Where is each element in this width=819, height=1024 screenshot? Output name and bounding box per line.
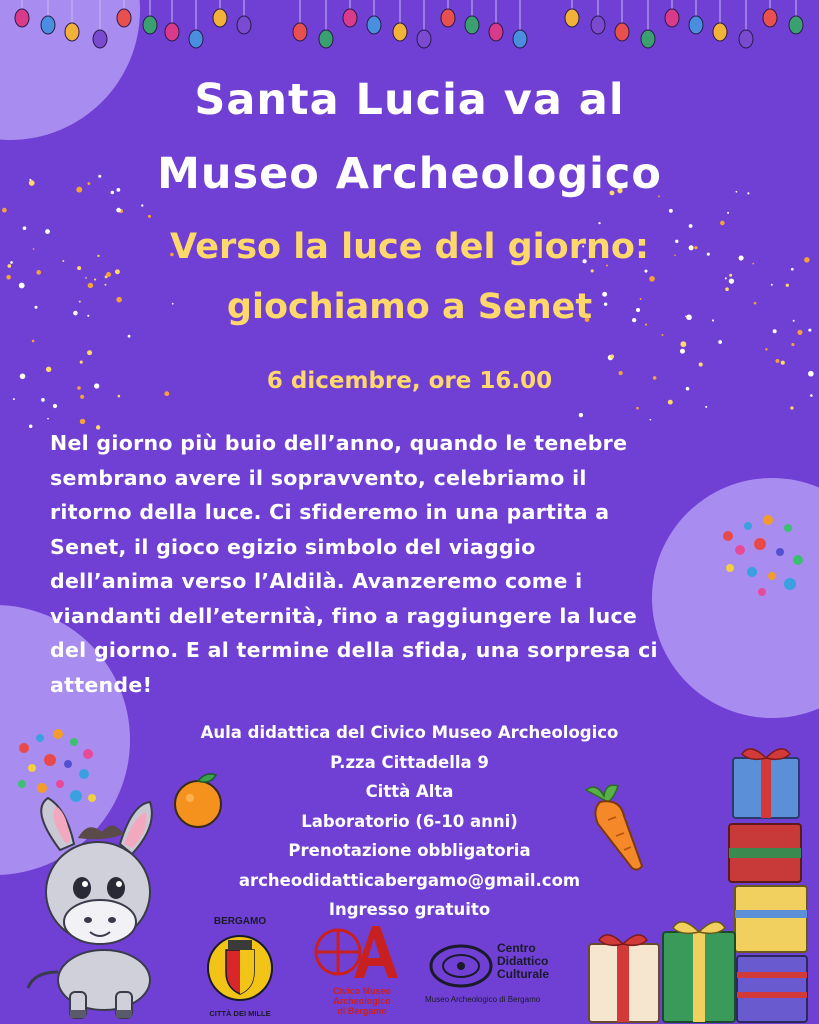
- description-line: attende!: [50, 672, 153, 697]
- star-icon: [680, 341, 686, 347]
- star-icon: [53, 404, 57, 408]
- subtitle-line-2: giochiamo a Senet: [226, 287, 593, 327]
- star-icon: [116, 208, 121, 213]
- star-icon: [668, 400, 673, 405]
- donkey-illustration: [20, 792, 190, 1022]
- star-icon: [790, 406, 793, 409]
- museo-logo-line-3: di Bergamo: [337, 1006, 387, 1016]
- star-icon: [80, 419, 85, 424]
- star-icon: [775, 359, 779, 363]
- star-icon: [661, 334, 663, 336]
- bergamo-logo: [200, 912, 280, 1024]
- event-description: [50, 426, 780, 702]
- description-line: ritorno della luce. Ci sfideremo in una partita a: [50, 500, 610, 524]
- title-line-2: Museo Archeologico: [157, 149, 662, 199]
- description-line: del giorno. E al termine della sfida, una sorpresa ci: [50, 638, 658, 662]
- info-venue: Aula didattica del Civico Museo Archeologico: [200, 723, 619, 742]
- info-entry: Ingresso gratuito: [328, 900, 491, 919]
- star-icon: [2, 208, 7, 213]
- event-title: [0, 70, 819, 204]
- star-icon: [32, 340, 35, 343]
- museo-logo-line-1: Civico Museo: [332, 986, 391, 996]
- star-icon: [13, 398, 15, 400]
- centro-didattico-logo: [425, 940, 575, 1015]
- star-icon: [705, 406, 707, 408]
- centro-logo-line-3: Culturale: [497, 967, 550, 981]
- title-line-1: Santa Lucia va al: [194, 75, 625, 125]
- star-icon: [148, 215, 151, 218]
- museo-logo-line-2: Archeologico: [333, 996, 391, 1006]
- event-date: 6 dicembre, ore 16.00: [266, 368, 553, 394]
- info-area: Città Alta: [365, 782, 454, 801]
- centro-logo-caption: Museo Archeologico di Bergamo: [425, 995, 541, 1004]
- description-line: dell’anima verso l’Aldilà. Avanzeremo come i: [50, 569, 583, 593]
- bergamo-logo-top-text: BERGAMO: [213, 916, 267, 927]
- star-icon: [669, 209, 673, 213]
- star-icon: [636, 407, 639, 410]
- star-icon: [765, 348, 767, 350]
- star-icon: [41, 398, 45, 402]
- star-icon: [718, 340, 722, 344]
- civico-museo-logo: [302, 920, 402, 1020]
- star-icon: [80, 361, 83, 364]
- bergamo-logo-bottom-text: CITTÀ DEI MILLE: [209, 1009, 271, 1018]
- star-icon: [47, 418, 49, 420]
- info-lab: Laboratorio (6-10 anni): [301, 811, 518, 831]
- centro-logo-line-1: Centro: [497, 941, 536, 955]
- info-booking: Prenotazione obbligatoria: [288, 841, 531, 860]
- info-address: P.zza Cittadella 9: [330, 752, 489, 772]
- star-icon: [680, 349, 685, 354]
- star-icon: [141, 204, 143, 206]
- star-icon: [128, 335, 131, 338]
- event-subtitle: [0, 222, 819, 332]
- star-icon: [791, 343, 794, 346]
- description-line: sembrano avere il sopravvento, celebriamo il: [50, 465, 587, 490]
- confetti-dots-right: [718, 510, 808, 605]
- subtitle-line-1: Verso la luce del giorno:: [170, 227, 649, 267]
- star-icon: [781, 361, 785, 365]
- star-icon: [650, 419, 652, 421]
- star-icon: [579, 413, 583, 417]
- star-icon: [87, 350, 92, 355]
- description-line: Nel giorno più buio dell’anno, quando le tenebre: [50, 431, 628, 455]
- star-icon: [727, 212, 729, 214]
- star-icon: [610, 354, 614, 358]
- centro-logo-line-2: Didattico: [497, 954, 549, 968]
- description-line: Senet, il gioco egizio simbolo del viaggio: [50, 534, 536, 559]
- info-email[interactable]: archeodidatticabergamo@gmail.com: [238, 870, 581, 890]
- star-icon: [29, 424, 33, 428]
- description-line: viandanti dell’eternità, fino a raggiungere la luce: [50, 603, 638, 628]
- gift-boxes-illustration: [585, 744, 819, 1024]
